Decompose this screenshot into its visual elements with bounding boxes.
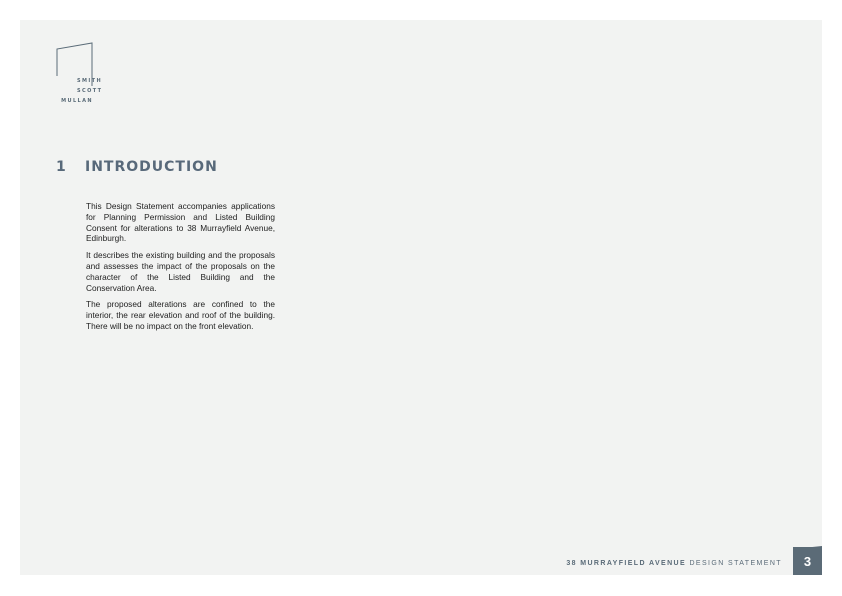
logo-text-mullan: MULLAN	[61, 98, 93, 104]
section-title: INTRODUCTION	[85, 159, 218, 175]
company-logo	[56, 42, 116, 104]
logo-text-scott: SCOTT	[77, 88, 103, 94]
page-number: 3	[793, 547, 822, 575]
section-number: 1	[56, 159, 67, 175]
footer-document-title	[566, 560, 782, 567]
footer-title-rest: DESIGN STATEMENT	[689, 560, 782, 567]
document-page	[20, 20, 822, 575]
paragraph: The proposed alterations are confined to the interior, the rear elevation and roof of the building. There will be no impact on the front elevation.	[86, 299, 275, 331]
paragraph: It describes the existing building and the proposals and assesses the impact of the proposals on the character of the Listed Building and the Conservation Area.	[86, 250, 275, 293]
section-heading	[56, 159, 218, 179]
footer-title-bold: 38 MURRAYFIELD AVENUE	[566, 560, 687, 567]
introduction-body	[86, 201, 275, 338]
paragraph: This Design Statement accompanies applications for Planning Permission and Listed Building Consent for alterations to 38 Murrayfield Avenue, Edinburgh.	[86, 201, 275, 244]
logo-text-smith: SMITH	[77, 78, 103, 84]
